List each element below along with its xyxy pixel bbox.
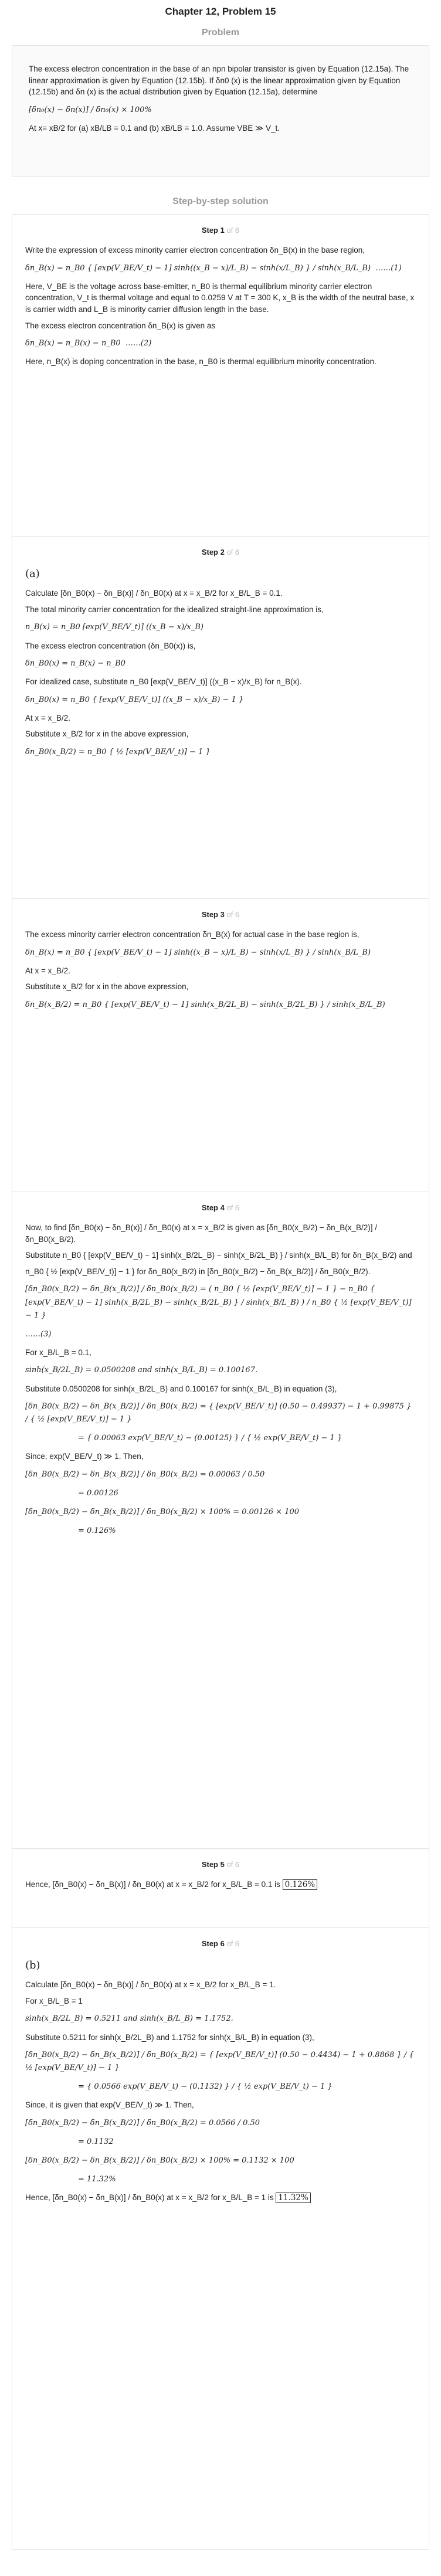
step-6-text: Hence, [δn_B0(x) − δn_B(x)] / δn_B0(x) at x = x_B/2 for x_B/L_B = 1 is xyxy=(25,2193,274,2202)
step-1 xyxy=(12,214,429,537)
step-4-eq3: [δn_B0(x_B/2) − δn_B(x_B/2)] / δn_B0(x_B/2) = { [exp(V_BE/V_t)] (0.50 − 0.49937) − 1 + 0.99875 } / { ½ [exp(V_BE/V_t)] − 1 } xyxy=(25,1402,414,1424)
step-4-title: Step 4 xyxy=(201,1203,225,1213)
step-6-eq2: [δn_B0(x_B/2) − δn_B(x_B/2)] / δn_B0(x_B/2) = { [exp(V_BE/V_t)] (0.50 − 0.4434) − 1 + 0.8868 } / { ½ [exp(V_BE/V_t)] − 1 } xyxy=(25,2051,416,2073)
step-6-text1: For x_B/L_B = 1 xyxy=(25,1996,83,2005)
step-5-of: of 6 xyxy=(226,1860,240,1869)
step-4-eq1: [δn_B0(x_B/2) − δn_B(x_B/2)] / δn_B0(x_B/2) = ( n_B0 { ½ [exp(V_BE/V_t)] − 1 } − n_B0 { [exp(V_BE/V_t) − 1] sinh(x_B/2L_B) − sinh(x_B/2L_B) } / sinh(x_B/L_B) ) / n_B0 { ½ [exp(V_BE/V_t)] − 1 } xyxy=(25,1285,414,1320)
step-3 xyxy=(12,899,429,1192)
step-2-eq1: n_B(x) = n_B0 [exp(V_BE/V_t)] ((x_B − x)/x_B) xyxy=(25,623,204,632)
step-6-title: Step 6 xyxy=(201,1939,225,1949)
step-4-text2: Substitute n_B0 { [exp(V_BE/V_t) − 1] sinh(x_B/2L_B) − sinh(x_B/2L_B) } / sinh(x_B/L_B) for δn_B(x_B/2) and xyxy=(25,1251,412,1260)
step-2-calc: Calculate [δn_B0(x) − δn_B(x)] / δn_B0(x) at x = x_B/2 for x_B/L_B = 0.1. xyxy=(25,589,283,598)
step-4-text4: For x_B/L_B = 0.1, xyxy=(25,1348,91,1357)
problem-card xyxy=(12,45,429,177)
step-6-eq4: [δn_B0(x_B/2) − δn_B(x_B/2)] / δn_B0(x_B/2) = 0.0566 / 0.50 xyxy=(25,2118,260,2127)
step-5-text: Hence, [δn_B0(x) − δn_B(x)] / δn_B0(x) at x = x_B/2 for x_B/L_B = 0.1 is xyxy=(25,1880,280,1889)
step-4-eq8: = 0.126% xyxy=(78,1526,116,1536)
step-6-eq7: = 11.32% xyxy=(78,2175,116,2184)
step-4-eq5: [δn_B0(x_B/2) − δn_B(x_B/2)] / δn_B0(x_B/2) = 0.00063 / 0.50 xyxy=(25,1469,265,1479)
step-6-text3: Since, it is given that exp(V_BE/V_t) ≫ 1. Then, xyxy=(25,2100,194,2110)
part-b-label: (b) xyxy=(25,1959,40,1972)
step-2 xyxy=(12,537,429,899)
step-2-text4: At x = x_B/2. xyxy=(25,713,70,722)
step-4-eq6: = 0.00126 xyxy=(78,1489,118,1498)
step-3-text1: At x = x_B/2. xyxy=(25,966,70,975)
problem-label: Problem xyxy=(201,28,239,38)
step-4 xyxy=(12,1192,429,1849)
step-1-of: of 6 xyxy=(226,226,240,235)
step-1-title: Step 1 xyxy=(201,226,225,235)
answer-b: 11.32% xyxy=(276,2193,310,2203)
step-4-eq2: sinh(x_B/2L_B) = 0.0500208 and sinh(x_B/L_B) = 0.100167. xyxy=(25,1366,258,1375)
step-3-header xyxy=(25,909,416,921)
step-5-title: Step 5 xyxy=(201,1860,225,1869)
step-6-eq6: [δn_B0(x_B/2) − δn_B(x_B/2)] / δn_B0(x_B/2) × 100% = 0.1132 × 100 xyxy=(25,2156,294,2166)
step-5-answer-line xyxy=(25,1879,416,1891)
step-6-eq1: sinh(x_B/2L_B) = 0.5211 and sinh(x_B/L_B) = 1.1752. xyxy=(25,2014,233,2024)
problem-text: The excess electron concentration in the base of an npn bipolar transistor is given by Equation (12.15a). The linear approximation is given by Equation (12.15b). If δn0 (x) is the linear approximation given by Equation (12.15b) and δn (x) is the actual distribution given by Equation (12.15a), determine xyxy=(29,65,409,97)
step-4-text6: Since, exp(V_BE/V_t) ≫ 1. Then, xyxy=(25,1452,144,1461)
step-6-header xyxy=(25,1939,416,1950)
step-2-eq3: δn_B0(x) = n_B0 { [exp(V_BE/V_t)] ((x_B − x)/x_B) − 1 } xyxy=(25,695,244,704)
step-3-text2: Substitute x_B/2 for x in the above expression, xyxy=(25,982,189,992)
step-6 xyxy=(12,1928,429,2550)
step-6-calc: Calculate [δn_B0(x) − δn_B(x)] / δn_B0(x) at x = x_B/2 for x_B/L_B = 1. xyxy=(25,1980,276,1990)
step-5 xyxy=(12,1849,429,1928)
step-1-text: The excess electron concentration δn_B(x) is given as xyxy=(25,321,216,330)
step-4-header xyxy=(25,1203,416,1214)
step-3-of: of 6 xyxy=(226,910,240,919)
step-1-intro: Write the expression of excess minority carrier electron concentration δn_B(x) in the base region, xyxy=(25,246,365,255)
step-1-definitions: Here, V_BE is the voltage across base-emitter, n_B0 is thermal equilibrium minority carrier electron concentration, V_t is thermal voltage and equal to 0.0259 V at T = 300 K, x_B is the width of the neutral base, x is carrier width and L_B is minority carrier diffusion length in the base. xyxy=(25,281,415,314)
step-4-eq4: = { 0.00063 exp(V_BE/V_t) − (0.00125) } / { ½ exp(V_BE/V_t) − 1 } xyxy=(78,1434,342,1443)
step-2-text5: Substitute x_B/2 for x in the above expression, xyxy=(25,729,189,739)
step-1-header xyxy=(25,225,416,236)
part-a-label: (a) xyxy=(25,568,40,581)
step-4-of: of 6 xyxy=(226,1203,240,1213)
step-2-text3: For idealized case, substitute n_B0 [exp(V_BE/V_t)] ((x_B − x)/x_B) for n_B(x). xyxy=(25,677,302,687)
step-2-eq2: δn_B0(x) = n_B(x) − n_B0 xyxy=(25,659,125,668)
step-5-header xyxy=(25,1859,416,1871)
step-6-eq5: = 0.1132 xyxy=(78,2137,114,2147)
problem-formula: [δn₀(x) − δn(x)] / δn₀(x) × 100% xyxy=(29,105,152,114)
chapter-title: Chapter 12, Problem 15 xyxy=(165,6,276,17)
step-3-eq1: δn_B(x) = n_B0 { [exp(V_BE/V_t) − 1] sinh((x_B − x)/L_B) − sinh(x/L_B) } / sinh(x_B/L_B) xyxy=(25,948,371,957)
step-2-text2: The excess electron concentration (δn_B0(x)) is, xyxy=(25,641,196,650)
answer-a: 0.126% xyxy=(283,1879,317,1890)
step-2-title: Step 2 xyxy=(201,548,225,557)
step-4-text3: n_B0 { ½ [exp(V_BE/V_t)] − 1 } for δn_B0(x_B/2) in [δn_B0(x_B/2) − δn_B(x_B/2)] / δn_B0(x_B/2). xyxy=(25,1267,371,1276)
step-6-of: of 6 xyxy=(226,1939,240,1949)
step-2-header xyxy=(25,547,416,558)
solution-label: Step-by-step solution xyxy=(172,196,269,207)
step-3-title: Step 3 xyxy=(201,910,225,919)
step-4-eq7: [δn_B0(x_B/2) − δn_B(x_B/2)] / δn_B0(x_B/2) × 100% = 0.00126 × 100 xyxy=(25,1508,299,1517)
step-6-eq3: = { 0.0566 exp(V_BE/V_t) − (0.1132) } / { ½ exp(V_BE/V_t) − 1 } xyxy=(78,2082,333,2092)
step-6-answer-line xyxy=(25,2192,416,2204)
step-2-eq4: δn_B0(x_B/2) = n_B0 { ½ [exp(V_BE/V_t)] − 1 } xyxy=(25,747,211,756)
problem-conditions: At x= xB/2 for (a) xB/LB = 0.1 and (b) xB/LB = 1.0. Assume VBE ≫ V_t. xyxy=(29,123,280,133)
step-3-intro: The excess minority carrier electron concentration δn_B(x) for actual case in the base region is, xyxy=(25,930,359,939)
step-2-of: of 6 xyxy=(226,548,240,557)
step-1-note: Here, n_B(x) is doping concentration in the base, n_B0 is thermal equilibrium minority concentration. xyxy=(25,357,376,366)
step-3-eq2: δn_B(x_B/2) = n_B0 { [exp(V_BE/V_t) − 1] sinh(x_B/2L_B) − sinh(x_B/2L_B) } / sinh(x_B/L_B) xyxy=(25,1000,385,1009)
step-4-text5: Substitute 0.0500208 for sinh(x_B/2L_B) and 0.100167 for sinh(x_B/L_B) in equation (3), xyxy=(25,1384,337,1393)
step-1-eq2: δn_B(x) = n_B(x) − n_B0 ……(2) xyxy=(25,339,152,348)
step-4-eq1-label: ……(3) xyxy=(25,1329,52,1339)
step-4-text1: Now, to find [δn_B0(x) − δn_B(x)] / δn_B0(x) at x = x_B/2 is given as [δn_B0(x_B/2) − δn_B(x_B/2)] / δn_B0(x_B/2). xyxy=(25,1223,377,1244)
step-2-text1: The total minority carrier concentration for the idealized straight-line approximation is, xyxy=(25,605,324,614)
step-6-text2: Substitute 0.5211 for sinh(x_B/2L_B) and 1.1752 for sinh(x_B/L_B) in equation (3), xyxy=(25,2032,314,2042)
step-1-eq1: δn_B(x) = n_B0 { [exp(V_BE/V_t) − 1] sinh((x_B − x)/L_B) − sinh(x/L_B) } / sinh(x_B/L_B) ……(1) xyxy=(25,263,402,273)
